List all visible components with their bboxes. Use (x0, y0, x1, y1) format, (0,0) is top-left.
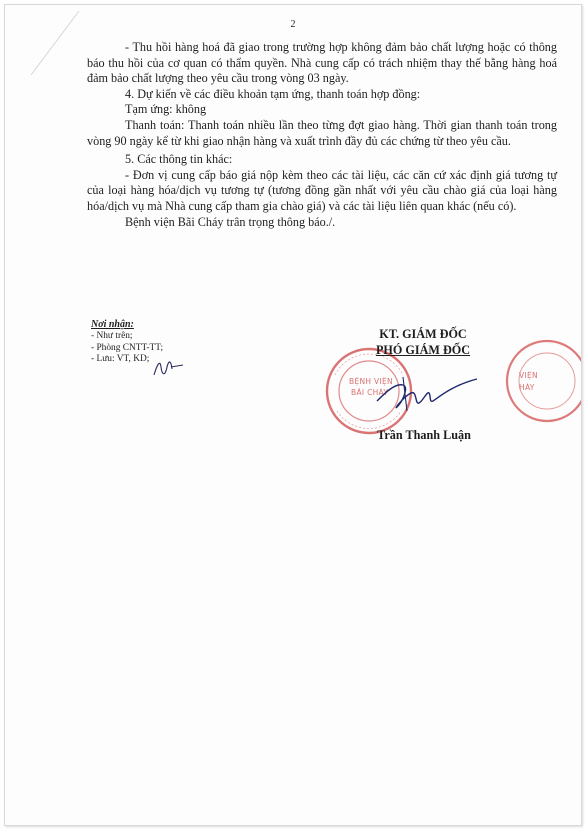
recipients-heading: Nơi nhận: (91, 319, 134, 330)
handwritten-signature (373, 371, 481, 417)
partial-stamp-line-2: HÁY (519, 383, 535, 392)
signature-title-block (343, 327, 503, 358)
page-number: 2 (290, 19, 296, 30)
stamp-line-1: BỆNH VIỆN (349, 377, 393, 386)
partial-stamp-icon (497, 337, 581, 427)
signer-name: Trần Thanh Luận (377, 428, 471, 442)
paragraph-quote-documents: - Đơn vị cung cấp báo giá nộp kèm theo các tài liệu, các căn cứ xác định giá tương tự của loại hàng hóa/dịch vụ tương tự (tương đồng gần nhất với yêu cầu chào giá của loại hàng hóa/dịch vụ mà Nhà cung cấp tham gia chào giá) và các tài liệu liên quan khác (nếu có). (87, 167, 557, 213)
signature-title-line1: KT. GIÁM ĐỐC (379, 327, 467, 341)
paragraph-advance: Tạm ứng: không (125, 102, 207, 117)
paragraph-section-4: 4. Dự kiến về các điều khoản tạm ứng, thanh toán hợp đồng: (125, 86, 421, 101)
paragraph-recall: - Thu hồi hàng hoá đã giao trong trường hợp không đảm bảo chất lượng hoặc có thông báo thu hồi của cơ quan có thẩm quyền. Nhà cung cấp có trách nhiệm thay thế bằng hàng hoá đảm bảo chất lượng theo yêu cầu trong vòng 03 ngày. (87, 40, 557, 86)
recipient-item: - Phòng CNTT-TT; (91, 342, 164, 353)
initials-scribble (151, 355, 185, 381)
recipient-item: - Lưu: VT, KD; (91, 354, 150, 365)
paragraph-section-5: 5. Các thông tin khác: (125, 152, 233, 167)
paragraph-payment: Thanh toán: Thanh toán nhiều lần theo từng đợt giao hàng. Thời gian thanh toán trong vòng 90 ngày kể từ khi giao nhận hàng và xuất trình đầy đủ các chứng từ theo yêu cầu. (87, 117, 557, 148)
recipient-item: - Như trên; (91, 330, 133, 341)
document-page (4, 4, 582, 826)
paragraph-closing: Bệnh viện Bãi Cháy trân trọng thông báo./. (125, 214, 336, 229)
document-body (87, 40, 557, 230)
stamp-line-2: BÃI CHÁY (351, 388, 389, 397)
signature-title-line2: PHÓ GIÁM ĐỐC (375, 342, 471, 357)
partial-stamp-line-1: VIỆN (519, 371, 538, 380)
scan-mark-line (29, 9, 89, 79)
